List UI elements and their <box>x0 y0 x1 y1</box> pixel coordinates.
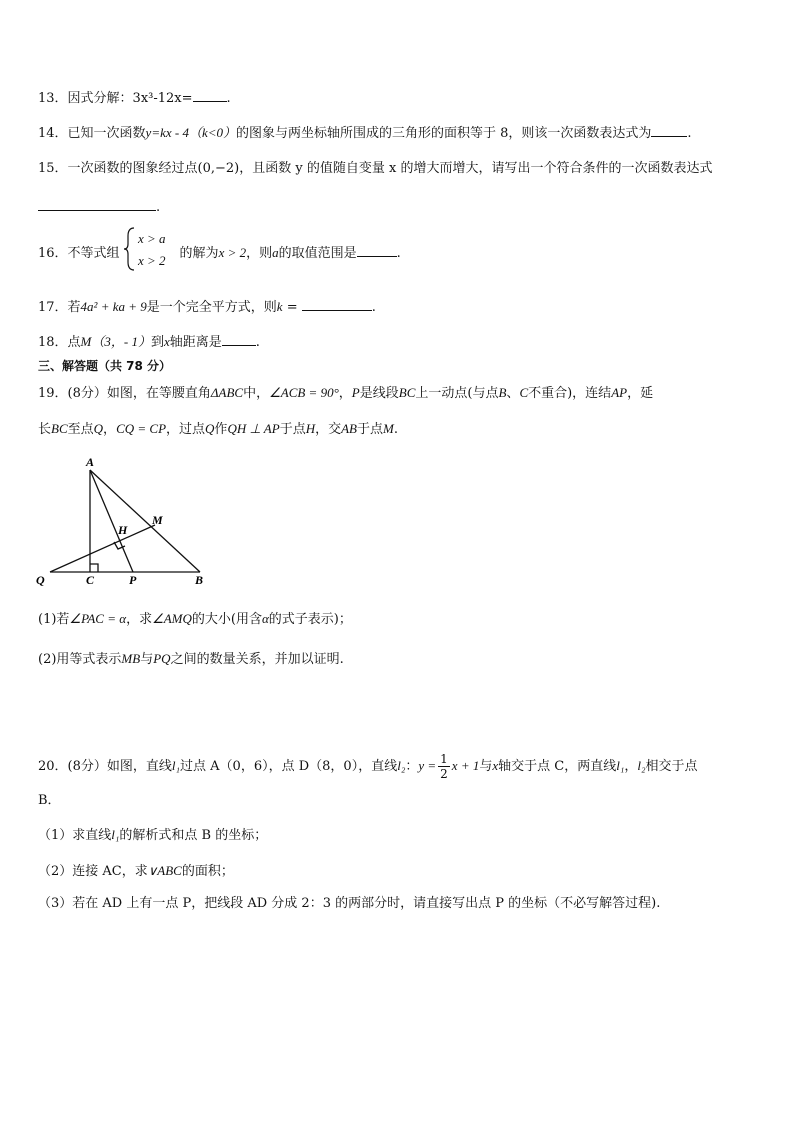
question-18: 18．点M（3，- 1）到x轴距离是 . <box>38 334 260 350</box>
question-20-part-2: （2）连接 AC，求∨ABC的面积； <box>38 863 234 879</box>
q16-answer-blank[interactable] <box>357 244 397 257</box>
label-b: B <box>195 573 204 587</box>
q14-formula: y=kx - 4（k<0） <box>145 125 237 140</box>
brace-icon <box>122 226 136 272</box>
question-15-answer-line: . <box>38 198 160 217</box>
question-20-part-3: （3）若在 AD 上有一点 P，把线段 AD 分成 2：3 的两部分时，请直接写出点 P 的坐标（不必写解答过程). <box>38 896 661 911</box>
question-19-line-1: 19．(8分）如图，在等腰直角ΔABC中，∠ACB = 90°，P是线段BC上一动点(与点B、C不重合)，连结AP，延 <box>38 385 654 401</box>
label-q: Q <box>36 573 45 587</box>
question-13: 13．因式分解：3x³-12x= . <box>38 91 231 106</box>
label-m: M <box>152 513 163 527</box>
right-angle-c <box>90 564 98 572</box>
q13-answer-blank[interactable] <box>193 89 227 102</box>
label-a: A <box>86 455 95 469</box>
question-19-line-2: 长BC至点Q，CQ = CP，过点Q作QH ⊥ AP于点H，交AB于点M. <box>38 421 398 437</box>
label-p: P <box>129 573 137 587</box>
question-20-part-1: （1）求直线l₁的解析式和点 B 的坐标； <box>38 827 268 843</box>
question-15: 15．一次函数的图象经过点(0,−2)，且函数 y 的值随自变量 x 的增大而增大，请写出一个符合条件的一次函数表达式 <box>38 161 713 176</box>
segment-ab <box>90 470 200 572</box>
question-17: 17．若4a² + ka + 9是一个完全平方式，则k = . <box>38 299 376 315</box>
section-heading: 三、解答题（共 78 分） <box>38 359 172 373</box>
q13-text: 13．因式分解：3x³-12x= <box>38 91 193 106</box>
segment-ap <box>90 470 133 572</box>
question-14: 14．已知一次函数y=kx - 4（k<0）的图象与两坐标轴所围成的三角形的面积等于 8，则该一次函数表达式为 . <box>38 125 692 141</box>
question-19-part-1: (1)若∠PAC = α，求∠AMQ的大小(用含α的式子表示)； <box>38 611 352 627</box>
question-19-part-2: (2)用等式表示MB与PQ之间的数量关系，并加以证明. <box>38 651 344 667</box>
geometry-figure <box>30 450 220 590</box>
q18-answer-blank[interactable] <box>222 333 256 346</box>
q14-answer-blank[interactable] <box>651 124 687 137</box>
label-c: C <box>86 573 95 587</box>
label-h: H <box>118 523 128 537</box>
q17-answer-blank[interactable] <box>302 298 372 311</box>
q15-answer-blank[interactable] <box>38 198 156 211</box>
question-20-line-2: B． <box>38 793 61 808</box>
question-16: 16．不等式组 的解为x > 2，则a的取值范围是 . <box>38 245 401 261</box>
fraction-one-half: $\frac{1}{2}$ <box>440 752 448 781</box>
question-20-line-1: 20．(8分）如图，直线l₁过点 A（0，6），点 D（8，0），直线l₂：y = $\frac{1}{2}$ x + 1与x轴交于点 C，两直线l₁，l₂相交于点 <box>38 752 698 781</box>
segment-qm <box>50 525 155 572</box>
q16-system: x > a x > 2 <box>138 231 166 268</box>
